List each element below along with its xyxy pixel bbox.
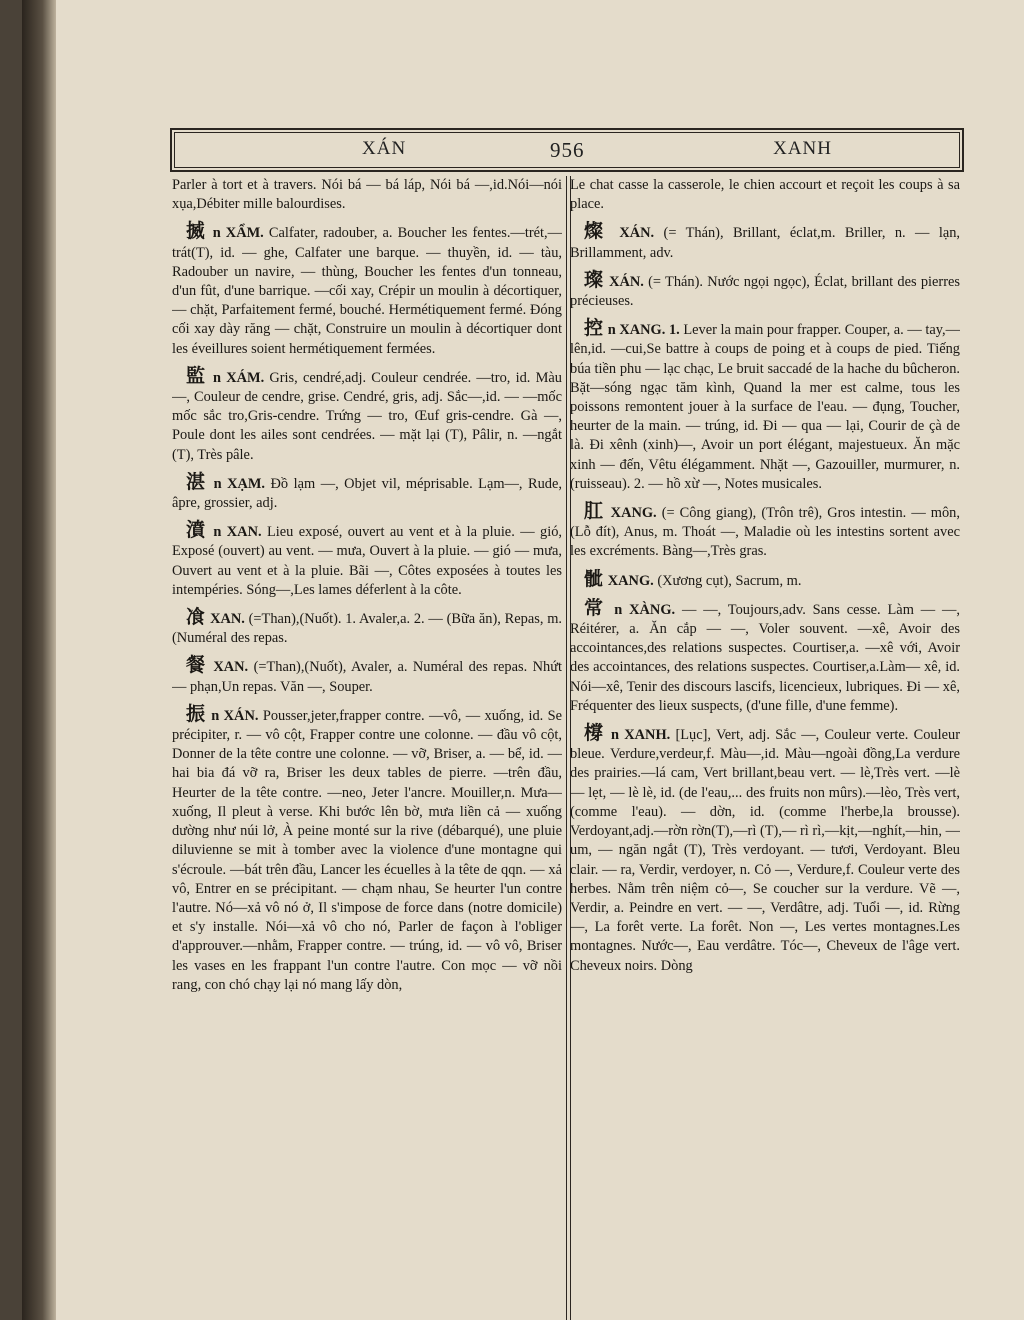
left-entry (172, 521, 562, 600)
entry-headword: XANG. (607, 572, 658, 589)
entry-character: 肛 (584, 501, 611, 523)
entry-definition: (= Công giang), (Trôn trê), Gros intestin. — môn,(Lỗ đít), Anus, m. Thoát —, Maladie où les intestins sortent avec les excréments. Bàng—,Très gras. (570, 505, 960, 560)
left-entry (172, 222, 562, 358)
left-entry (172, 367, 562, 465)
entry-headword: XAN. (213, 659, 254, 676)
entry-headword: n XÁM. (212, 369, 270, 386)
entry-headword: n XANH. (611, 727, 676, 744)
entry-character: 飡 (186, 607, 211, 629)
entry-definition: — —, Toujours,adv. Sans cesse. Làm — —, Réitérer, a. Ăn cắp — —, Voler souvent. —xê, Avoir des accointances,des relations suspectes. Courtiser,a. —xê với, Avoir des accointances, des relations suspectes. Courtiser,a.Làm— xê, id. Nói—xê, Tenir des discours lascifs, licencieux, lubriques. Đi — xê, Fréquenter des lieux suspects, (d'une fille, d'une femme). (570, 601, 960, 714)
entry-headword: n XANG. 1. (607, 322, 684, 339)
right-guide-word: XANH (773, 138, 832, 159)
entry-character: 監 (186, 365, 213, 387)
entry-character: 餐 (186, 655, 214, 677)
left-entry (172, 656, 562, 696)
right-column (570, 176, 960, 1320)
entry-definition: Parler à tort et à travers. Nói bá — bá láp, Nói bá —,id.Nói—nói xụa,Débiter mille balourdises. (172, 177, 562, 213)
entry-definition: (= Thán), Brillant, éclat,m. Briller, n. — lạn, Brillamment, adv. (570, 225, 960, 261)
entry-headword: XÁN. (609, 273, 649, 290)
entry-character: 常 (584, 597, 615, 619)
entry-headword: n XẨM. (212, 225, 269, 242)
left-entry (172, 176, 562, 214)
entry-headword: n XAN. (213, 524, 267, 541)
entry-character: 揻 (186, 221, 213, 243)
right-entry (570, 724, 960, 976)
right-entry (570, 599, 960, 716)
entry-headword: n XẠM. (213, 475, 271, 492)
right-entry (570, 319, 960, 494)
entry-headword: n XÁN. (211, 707, 263, 724)
entry-definition: Calfater, radouber, a. Boucher les fentes.—trét,— trát(T), id. — ghe, Calfater une barque. — thuyền, id. — tàu, Radouber un navire, — thùng, Boucher les fentes d'un tonneau, d'un fût, d'une barrique. —cối xay, Crépir un moulin à décortiquer, — chặt, Parfaitement fermé, bouché. Hermétiquement fermé. Đóng cối xay dày răng — chặt, Construire un moulin à décortiquer dont les éveillures soient hermétiquement fermées. (172, 225, 562, 357)
running-header (170, 128, 964, 172)
entry-definition: [Lục], Vert, adj. Sắc —, Couleur verte. Couleur bleue. Verdure,verdeur,f. Màu—,id. Màu—ngoài đồng,La verdure des prairies.—lá cam, Vert brillant,beau vert. — lè,Très vert. —lè— lẹt, — lè lè, id. (de l'eau,... des fruits non mûrs).—lèo, Très vert, (comme l'eau). — dờn, id. (comme l'herbe,la brousse). Verdoyant,adj.—rờn rờn(T),—rì (T),— rì rì,—kịt,—nghít,—hin, —um, — ngăn ngắt (T), Très verdoyant. — tươi, Verdoyant. Bleu clair. — ra, Verdir, verdoyer, n. Cỏ —, Verdure,f. Couleur verte des herbes. Nằm trên niệm cỏ—, Se coucher sur la verdure. Vẽ —, Verdir, a. Peindre en vert. — —, Verdâtre, adj. Tuổi —, id. Rừng —, La forêt verte. La forêt. Non —, Les vertes montagnes.Les montagnes. Nước—, Eau verdâtre. Tóc—, Cheveux de l'âge vert. Cheveux noirs. Dòng (570, 727, 960, 974)
entry-definition: (= Thán). Nước ngọi ngọc), Éclat, brillant des pierres précieuses. (570, 273, 960, 310)
entry-character: 骴 (584, 568, 608, 590)
entry-character: 璨 (584, 269, 610, 291)
entry-character: 燦 (584, 221, 620, 243)
right-entry (570, 222, 960, 262)
left-guide-word: XÁN (362, 138, 407, 159)
entry-headword: n XÀNG. (614, 601, 682, 618)
entry-definition: (=Than),(Nuốt), Avaler, a. Numéral des repas. Nhứt — phạn,Un repas. Văn —, Souper. (172, 659, 562, 695)
book-spine (22, 0, 56, 1320)
left-entry (172, 705, 562, 995)
right-entry (570, 570, 960, 591)
entry-headword: XAN. (210, 611, 249, 628)
entry-definition: Đồ lạm —, Objet vil, méprisable. Lạm—, Rude, âpre, grossier, adj. (172, 475, 562, 512)
entry-definition: Lieu exposé, ouvert au vent et à la pluie. — gió, Exposé (ouvert) au vent. — mưa, Ouvert à la pluie. — gió — mưa, Ouvert au vent et à la pluie. Bãi —, Côtes exposées à toutes les intempéries. Sóng—,Les lames déferlent à la côte. (172, 524, 562, 598)
entry-definition: Pousser,jeter,frapper contre. —vô, — xuống, id. Se précipiter, r. — vô cột, Frapper contre une colonne. — đầu vô cột, Donner de la tête contre une colonne. — vỡ, Briser, a. — bể, id. —hai bia đá vỡ ra, Briser les deux tables de pierre. —trên đầu, Heurter de la tête contre. —neo, Jeter l'ancre. Mouiller,n. Mưa—xuống, Il pleut à verse. Khi bước lên bờ, mưa liền cả — xuống dường như núi lở, À peine monté sur la rive (débarqué), une pluie diluvienne se mit à tomber avec la violence d'une montagne qui s'écroule. —bát trên đầu, Lancer les écuelles à la tête de qqn. — xả vô, Entrer en se précipitant. — chạm nhau, Se heurter l'un contre l'autre. Nó—xả vô nó ở, Il s'impose de force dans (notre domicile) et s'y installe. Nói—xả vô cho nó, Parler de façon à l'obliger d'approuver.—nhằm, Frapper contre. — trúng, id. — vô vô, Briser les vases en les frappant l'un contre l'autre. Con mọc — vỡ nồi rang, con chó chạy lại nó mang lấy dòn, (172, 707, 562, 993)
entry-definition: Le chat casse la casserole, le chien accourt et reçoit les coups à sa place. (570, 177, 960, 213)
entry-character: 橕 (584, 723, 612, 745)
left-entry (172, 608, 562, 648)
right-entry (570, 176, 960, 214)
entry-headword: XANG. (610, 505, 662, 522)
page-number: 956 (550, 138, 585, 162)
entry-character: 振 (186, 703, 212, 725)
entry-definition: Gris, cendré,adj. Couleur cendrée. —tro, id. Màu—, Couleur de cendre, grise. Cendré, gris, adj. Sắc—,id. — —mốc mốc sắc tro,Gris-cendre. Trứng — tro, Œuf gris-cendre. Gà —, Poule dont les ailes sont cendrées. — mặt lại (T), Pâlir, n. —ngắt (T), Très pâle. (172, 369, 562, 463)
left-column (172, 176, 562, 1320)
entry-definition: Lever la main pour frapper. Couper, a. — tay,—lên,id. —cui,Se battre à coups de poing et à coups de pied. Tiếng búa tiền phu — lạc chạc, Le bruit saccadé de la hache du bûcheron. Bặt—sóng ngạc tăm kình, Quand la mer est calme, tous les poissons remontent jouer à la surface de l'eau. — đụng, Toucher, heurter de la main. — trúng, id. Đi — qua — lại, Courir de çà de là. Đi xênh (xinh)—, Avoir un port élégant, majestueux. Ăn mặc xinh — đến, Vêtu élégamment. Nhặt —, Gazouiller, murmurer, n. (ruisseau). 2. — hồ xừ —, Notes musicales. (570, 322, 960, 492)
entry-character: 濆 (186, 520, 214, 542)
entry-character: 湛 (186, 471, 214, 493)
left-entry (172, 473, 562, 513)
entry-definition: (=Than),(Nuốt). 1. Avaler,a. 2. — (Bữa ăn), Repas, m. (Numéral des repas. (172, 611, 562, 647)
right-entry (570, 502, 960, 562)
entry-definition: (Xương cụt), Sacrum, m. (657, 572, 802, 589)
dictionary-page (22, 0, 1024, 1320)
entry-character: 控 (584, 318, 608, 340)
right-entry (570, 271, 960, 311)
entry-headword: XÁN. (619, 225, 664, 242)
